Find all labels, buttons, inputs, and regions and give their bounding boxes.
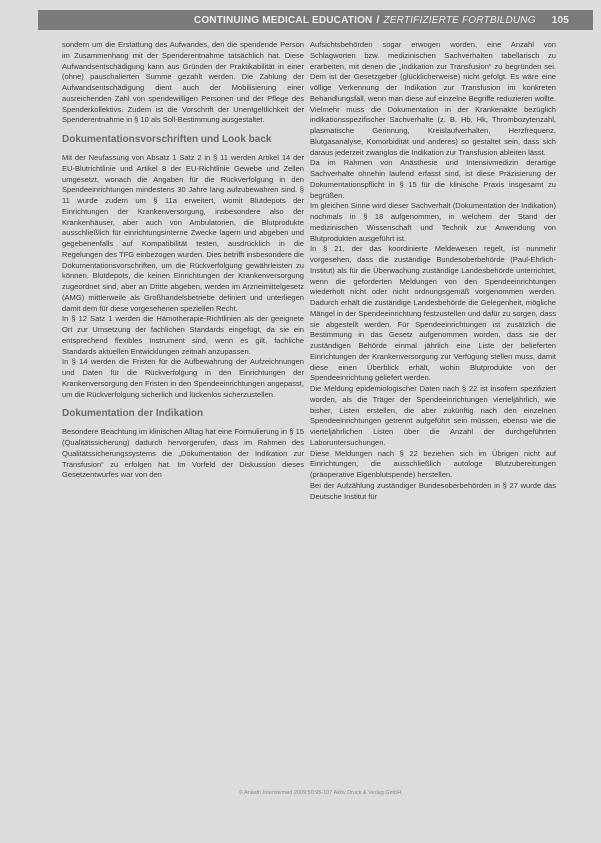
paragraph: Bei der Aufzählung zuständiger Bundesoberbehörden in § 27 wurde das Deutsche Institut für [310, 480, 556, 501]
section-heading: Dokumentation der Indikation [62, 408, 204, 420]
paragraph: Diese Meldungen nach § 22 beziehen sich im Übrigen nicht auf Einrichtungen, die ausschließlich autologe Blutzubereitungen (präoperative Eigenblutspende) herstellen. [310, 448, 556, 479]
paragraph: In § 12 Satz 1 werden die Hämotherapie-Richtlinien als der geeignete Ort zur Umsetzung der fachlichen Standards eingefügt, da sie ein entsprechend flexibles Instrument sind, wenn es gilt, fachliche Standards aktuellen Entwicklungen zeitnah anzupassen. [62, 314, 304, 356]
section-heading: Dokumentationsvorschriften und Look back [62, 134, 272, 145]
paragraph: Aufsichtsbehörden sogar erwogen worden, eine Anzahl von Schlagworten bzw. medizinischen Sachverhalten tabellarisch zu erarbeiten, mit denen die „Indikation zur Transfusion“ zu begründen sei. Dem ist der Gesetzgeber (glücklicherweise) nicht gefolgt. Es wäre eine völlige Verkennung der Indikation zur Transfusion im konkreten Behandlungsfall, wenn man diese auf einzelne Begriffe reduzieren wollte. Vielmehr muss die Dokumentation in der Krankenakte bezüglich indikationsspezifischer Sachverhalte (z. B. Hb, Hk, Thrombozytenzahl, plasmatische Gerinnung, Kreislaufverhalten, Herzfrequenz, Blutgasanalyse, Komorbidität und anderes) so gestaltet sein, dass sich daraus jederzeit zwanglos die Indikation zur Transfusion ableiten lässt. [310, 40, 556, 157]
running-header [38, 10, 593, 30]
header-section-b: ZERTIFIZIERTE FORTBILDUNG [383, 14, 536, 26]
page-number: 105 [551, 14, 569, 26]
paragraph: In § 21, der das koordinierte Meldewesen regelt, ist nunmehr vorgesehen, dass die zuständige Bundesoberbehörde (Paul-Ehrlich-Institut) als für die Überwachung zuständige Landesbehörde unterrichtet, wenn die geforderten Meldungen von den Spendeeinrichtungen wiederholt nicht oder nicht ordnungsgemäß vorgenommen werden. Dadurch erhält die zuständige Landesbehörde die Gelegenheit, mögliche Mängel in der Spendeeinrichtung festzustellen und dafür zu sorgen, dass sie abgestellt werden. Für Spendeeinrichtungen ist zusätzlich die Bestimmung in das Gesetz aufgenommen worden, dass sie der zuständigen Behörde einmal jährlich eine Liste der belieferten Einrichtungen der Krankenversorgung zur Verfügung stellen muss, damit diese einen Überblick erhält, wohin Blutprodukte von der Spendeeinrichtung geliefert werden. [310, 244, 556, 383]
paragraph: Mit der Neufassung von Absatz 1 Satz 2 in § 11 werden Artikel 14 der EU-Blutrichtlinie und Artikel 8 der EU-Richtlinie Gewebe und Zellen umgesetzt, wonach die Angaben für die Rückverfolgung in den Spendeeinrichtungen mindestens 30 Jahre lang aufzubewahren sind. § 11 wurde zudem um § 11a erweitert, womit Blutdepots der Einrichtungen der Krankenversorgung, insbesondere also der Krankenhäuser, aber auch von Ambulatorien, die Blutprodukte ausschließlich für einrichtungsinterne Zwecke lagern und abgeben und gegebenenfalls auf Kompatibilität testen, ausdrücklich in die Regelungen des TFG einbezogen wurden. Dies betrifft insbesondere die Dokumentationsvorschriften, um die Rückverfolgung gewährleisten zu können. Blutdepots, die keinen Einrichtungen der Krankenversorgung zugeordnet sind, aber an Dritte abgeben, werden im Arzneimittelgesetz (AMG) mittlerweile als Großhandelsbetriebe definiert und unterliegen damit dem für diese vorgesehenen speziellen Recht. [62, 153, 304, 313]
paragraph: Besondere Beachtung im klinischen Alltag hat eine Formulierung in § 15 (Qualitätssicherung) dadurch hervorgerufen, dass im Rahmen des Qualitätssicherungssystems die „Dokumentation der Indikation zur Transfusion“ zu erfolgen hat. Im Vorfeld der Diskussion dieses Gesetzentwurfes war von den [62, 427, 304, 480]
paragraph: sondern um die Erstattung des Aufwandes, den die spendende Person im Zusammenhang mit der Spenderentnahme tatsächlich hat. Diese Aufwandsentschädigung kann aus Gründen der Praktikabilität in einer (ohne) pauschalierten Summe gezahlt werden. Die Zahlung der Aufwandsentschädigung dient auch der Mobilisierung einer ausreichenden Zahl von spendewilligen Personen und der Pflege des Spenderkollektivs. Zudem ist die Vorschrift der Unentgeltlichkeit der Spenderentnahme in § 10 als Soll-Bestimmung ausgestaltet. [62, 40, 304, 125]
right-column [310, 40, 556, 502]
paragraph: Da im Rahmen von Anästhesie und Intensivmedizin derartige Sachverhalte ohnehin laufend erfasst sind, ist diese Präzisierung der Dokumentationspflicht in § 15 für die klinische Praxis insgesamt zu begrüßen. [310, 158, 556, 200]
paragraph: Im gleichen Sinne wird dieser Sachverhalt (Dokumentation der Indikation) nochmals in § 18 aufgenommen, in welchem der Stand der medizinischen Wissenschaft und Technik zur Anwendung von Blutprodukten ausgeführt ist. [310, 201, 556, 243]
left-column [62, 40, 304, 481]
paragraph: Die Meldung epidemiologischer Daten nach § 22 ist insofern spezifiziert worden, als die Träger der Spendeeinrichtungen vierteljährlich, wie bisher, Listen erstellen, die aber zukünftig nach den einzelnen Spendeeinrichtungen getrennt aufgeführt sein müssen, ebenso wie die vierteljährlichen Listen über die Anzahl der durchgeführten Laboruntersuchungen. [310, 384, 556, 447]
header-section-a: CONTINUING MEDICAL EDUCATION [193, 14, 373, 26]
header-separator: / [376, 14, 380, 26]
page-footer: © Anästh Intensivmed 2009;50:95-107 Aktiv Druck & Verlag GmbH [238, 790, 402, 796]
paragraph: In § 14 werden die Fristen für die Aufbewahrung der Aufzeichnungen und Daten für die Rückverfolgung in den Einrichtungen der Krankenversorgung den Fristen in den Spendeeinrichtungen angepasst, um die Rückverfolgung sicherlich und lückenlos sicherzustellen. [62, 357, 304, 399]
